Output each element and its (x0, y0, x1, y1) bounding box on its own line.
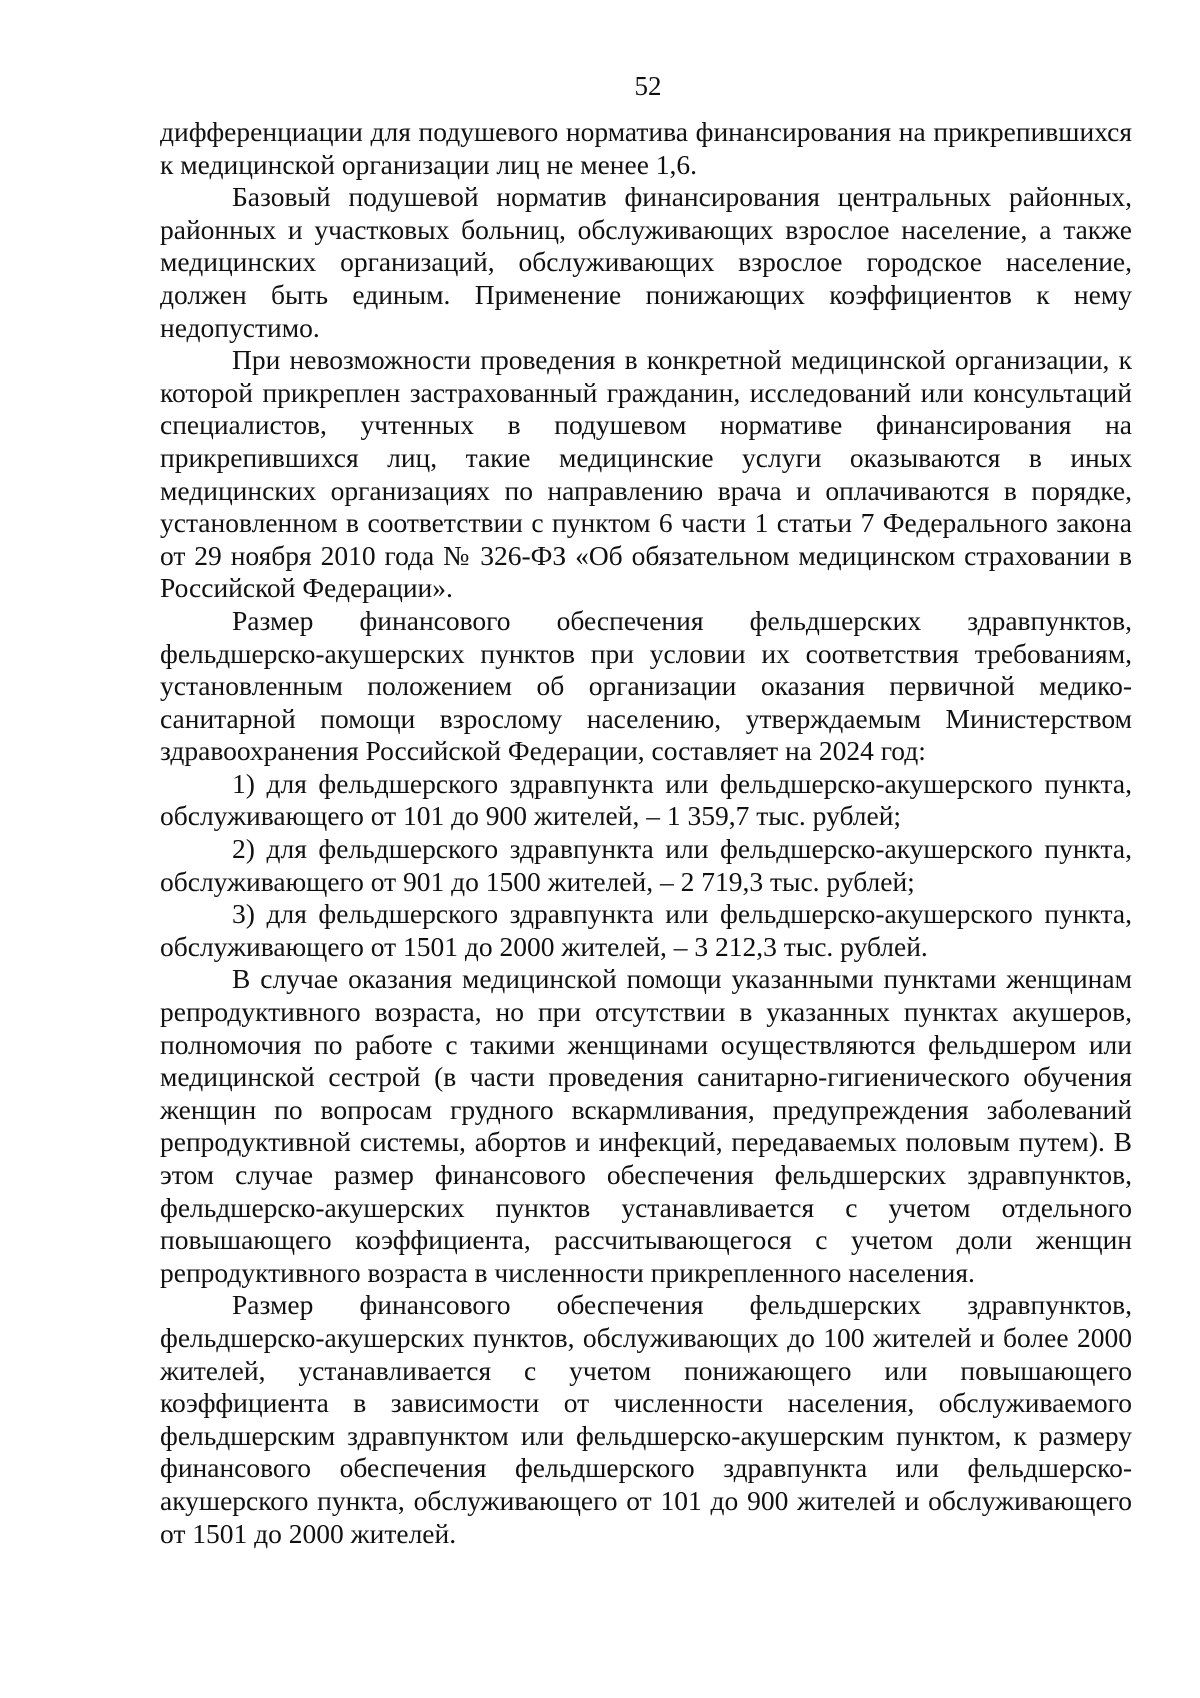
document-body (160, 116, 1132, 1550)
paragraph-base-norm: Базовый подушевой норматив финансирования центральных районных, районных и участковых больниц, обслуживающих взрослое население, а также медицинских организаций, обслуживающих взрослое городское население, должен быть единым. Применение понижающих коэффициентов к нему недопустимо. (160, 181, 1132, 343)
paragraph-continuation: дифференциации для подушевого норматива финансирования на прикрепившихся к медицинской организации лиц не менее 1,6. (160, 116, 1132, 180)
list-item-1: 1) для фельдшерского здравпункта или фельдшерско-акушерского пункта, обслуживающего от 101 до 900 жителей, – 1 359,7 тыс. рублей; (160, 767, 1132, 832)
paragraph-reproductive-age: В случае оказания медицинской помощи указанными пунктами женщинам репродуктивного возраста, но при отсутствии в указанных пунктах акушеров, полномочия по работе с такими женщинами осуществляются фельдшером или медицинской сестрой (в части проведения санитарно-гигиенического обучения женщин по вопросам грудного вскармливания, предупреждения заболеваний репродуктивной системы, абортов и инфекций, передаваемых половым путем). В этом случае размер финансового обеспечения фельдшерских здравпунктов, фельдшерско-акушерских пунктов устанавливается с учетом отдельного повышающего коэффициента, рассчитывающегося с учетом доли женщин репродуктивного возраста в численности прикрепленного населения. (160, 963, 1132, 1288)
list-item-3: 3) для фельдшерского здравпункта или фельдшерско-акушерского пункта, обслуживающего от 1501 до 2000 жителей, – 3 212,3 тыс. рублей. (160, 898, 1132, 962)
paragraph-coefficient: Размер финансового обеспечения фельдшерских здравпунктов, фельдшерско-акушерских пунктов, обслуживающих до 100 жителей и более 2000 жителей, устанавливается с учетом понижающего или повышающего коэффициента в зависимости от численности населения, обслуживаемого фельдшерским здравпунктом или фельдшерско-акушерским пунктом, к размеру финансового обеспечения фельдшерского здравпункта или фельдшерско-акушерского пункта, обслуживающего от 101 до 900 жителей и обслуживающего от 1501 до 2000 жителей. (160, 1289, 1132, 1549)
paragraph-fap-funding-size: Размер финансового обеспечения фельдшерских здравпунктов, фельдшерско-акушерских пунктов при условии их соответствия требованиям, установленным положением об организации оказания первичной медико-санитарной помощи взрослому населению, утверждаемым Министерством здравоохранения Российской Федерации, составляет на 2024 год: (160, 604, 1132, 767)
page-number: 52 (634, 71, 662, 101)
paragraph-other-organizations: При невозможности проведения в конкретной медицинской организации, к которой прикреплен застрахованный гражданин, исследований или консультаций специалистов, учтенных в подушевом нормативе финансирования на прикрепившихся лиц, такие медицинские услуги оказываются в иных медицинских организациях по направлению врача и оплачиваются в порядке, установленном в соответствии с пунктом 6 части 1 статьи 7 Федерального закона от 29 ноября 2010 года № 326-ФЗ «Об обязательном медицинском страховании в Российской Федерации». (160, 344, 1132, 604)
list-item-2: 2) для фельдшерского здравпункта или фельдшерско-акушерского пункта, обслуживающего от 901 до 1500 жителей, – 2 719,3 тыс. рублей; (160, 833, 1132, 897)
